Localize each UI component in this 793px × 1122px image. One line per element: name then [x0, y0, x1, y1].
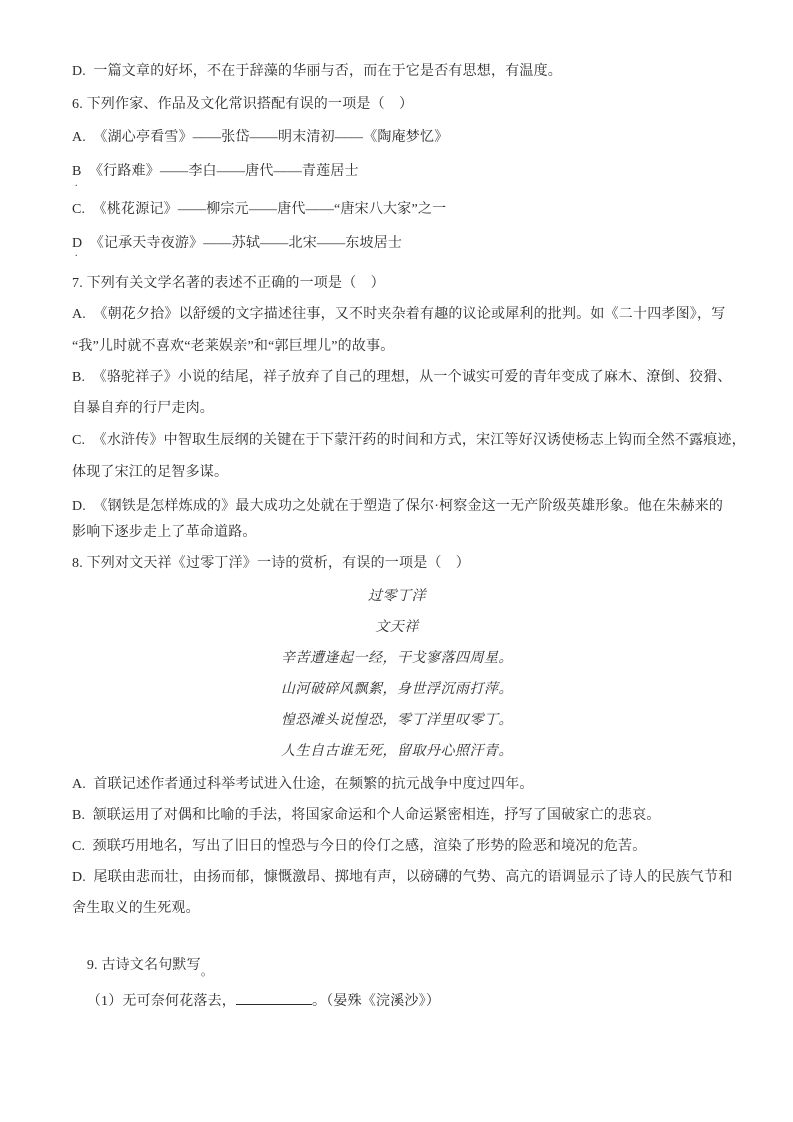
question-7-option-c-line1: C. 《水浒传》中智取生辰纲的关键在于下蒙汗药的时间和方式，宋江等好汉诱使杨志上钩而全然不露痕迹，: [72, 433, 746, 448]
question-9-stem-text: 9. 古诗文名句默写: [86, 958, 201, 973]
question-7-option-d-line1: D. 《钢铁是怎样炼成的》最大成功之处就在于塑造了保尔·柯察金这一无产阶级英雄形象。他在朱赫来的: [72, 499, 724, 514]
question-6-option-b-period-mark: .: [75, 178, 78, 189]
question-6-option-c: C. 《桃花源记》——柳宗元——唐代——“唐宋八大家”之一: [72, 202, 447, 217]
question-8-option-c: C. 颈联巧用地名，写出了旧日的惶恐与今日的伶仃之感，渲染了形势的险恶和境况的危苦。: [72, 839, 647, 854]
question-7-option-c-line2: 体现了宋江的足智多谋。: [72, 465, 229, 480]
question-6-stem: 6. 下列作家、作品及文化常识搭配有误的一项是（ ）: [72, 97, 414, 112]
question-9-low-period: 。: [200, 964, 214, 978]
question-6-option-d-period-mark: .: [75, 248, 78, 259]
poem-author: 文天祥: [375, 620, 419, 635]
poem-line-3: 惶恐滩头说惶恐，零丁洋里叹零丁。: [281, 713, 513, 728]
question-7-option-a-line2: “我”儿时就不喜欢“老莱娱亲”和“郭巨埋儿”的故事。: [72, 339, 395, 354]
question-6-option-b: B 《行路难》——李白——唐代——青莲居士: [72, 164, 359, 179]
question-8-option-a: A. 首联记述作者通过科举考试进入仕途，在频繁的抗元战争中度过四年。: [72, 777, 534, 792]
question-9-item-1-post: 。（晏殊《浣溪沙》）: [312, 994, 441, 1009]
question-7-stem: 7. 下列有关文学名著的表述不正确的一项是（ ）: [72, 276, 385, 291]
question-8-option-d-line1: D. 尾联由悲而壮，由扬而郁，慷慨激昂、掷地有声，以磅礴的气势、高亢的语调显示了诗人的民族气节和: [72, 870, 733, 885]
poem-line-4: 人生自古谁无死，留取丹心照汗青。: [281, 744, 513, 759]
question-7-option-b-line2: 自暴自弃的行尸走肉。: [72, 401, 214, 416]
poem-line-1: 辛苦遭逢起一经，干戈寥落四周星。: [281, 651, 513, 666]
poem-line-2: 山河破碎风飘絮，身世浮沉雨打萍。: [281, 682, 513, 697]
answer-blank: [236, 990, 312, 1005]
question-9-item-1: [72, 970, 440, 1032]
poem-title: 过零丁洋: [368, 589, 426, 604]
question-8-option-d-line2: 舍生取义的生死观。: [72, 901, 200, 916]
question-6-option-a: A. 《湖心亭看雪》——张岱——明末清初——《陶庵梦忆》: [72, 130, 449, 145]
question-9-item-1-pre: （1）无可奈何花落去，: [86, 994, 237, 1009]
question-8-option-b: B. 颔联运用了对偶和比喻的手法，将国家命运和个人命运紧密相连，抒写了国破家亡的悲哀。: [72, 808, 661, 823]
question-7-option-a-line1: A. 《朝花夕拾》以舒缓的文字描述往事，又不时夹杂着有趣的议论或犀利的批判。如《二十四孝图》，写: [72, 307, 726, 322]
prev-question-option-d: D. 一篇文章的好坏，不在于辞藻的华丽与否，而在于它是否有思想，有温度。: [72, 64, 563, 79]
question-7-option-b-line1: B. 《骆驼祥子》小说的结尾，祥子放弃了自己的理想，从一个诚实可爱的青年变成了麻木、潦倒、狡猾、: [72, 370, 732, 385]
question-8-stem: 8. 下列对文天祥《过零丁洋》一诗的赏析，有误的一项是（ ）: [72, 556, 470, 571]
question-6-option-d: D 《记承天寺夜游》——苏轼——北宋——东坡居士: [72, 236, 403, 251]
question-7-option-d-line2: 影响下逐步走上了革命道路。: [72, 525, 257, 540]
